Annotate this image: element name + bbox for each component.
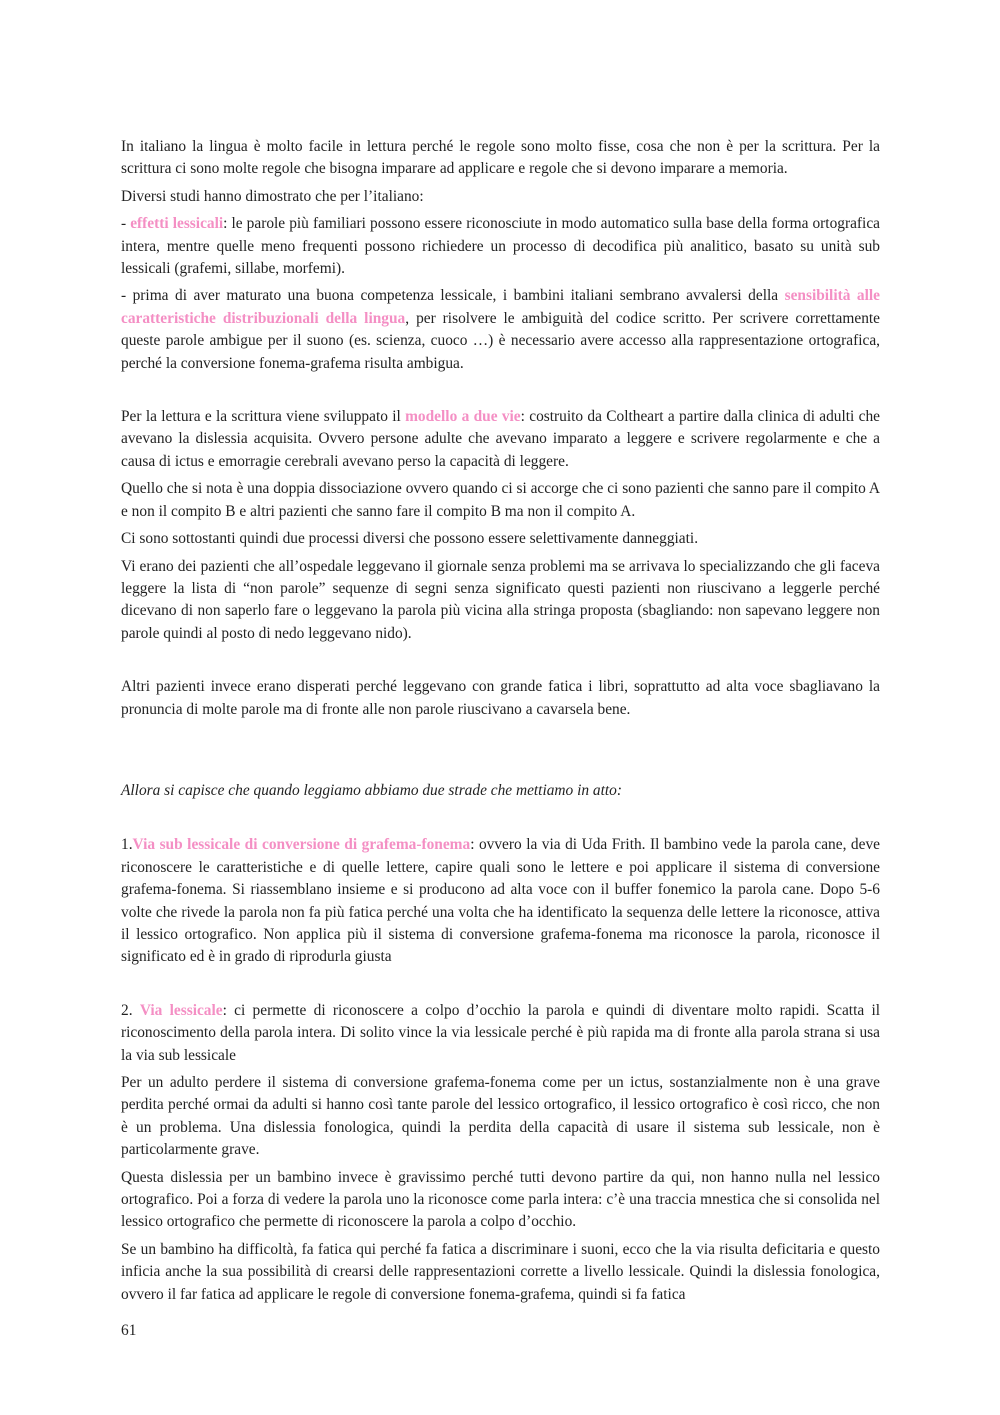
paragraph-bambino: Questa dislessia per un bambino invece è gravissimo perché tutti devono partire da qui, non hanno nulla nel lessico ortografico. Poi a forza di vedere la parola uno la riconosce come parla intera: c’è una traccia mnestica che si consolida nel lessico ortografico che permette di riconoscere la parola a colpo d’occhio. (121, 1168, 880, 1231)
paragraph-via-lessicale: 2. Via lessicale: ci permette di riconoscere a colpo d’occhio la parola e quindi di diventare molto rapidi. Scatta il riconoscimento della parola intera. Di solito vince la via lessicale perché è più rapida ma di fronte alla parola strana si usa la via sub lessicale (121, 1001, 881, 1064)
paragraph-effetti-lessicali: - effetti lessicali: le parole più familiari possono essere riconosciute in modo automatico sulla base della forma ortografica intera, mentre quelle meno frequenti possono richiedere un processo di decodifica più analitico, basato su unità sub lessicali (grafemi, sillabe, morfemi). (121, 215, 880, 278)
paragraph-altri-pazienti: Altri pazienti invece erano disperati perché leggevano con grande fatica i libri, soprattutto ad alta voce sbagliavano la pronuncia di molte parole ma di fronte alle non parole riuscivano a cavarsela bene. (121, 678, 880, 718)
highlight-sensibilita: sensibilità alle caratteristiche distribuzionali della lingua (121, 287, 880, 327)
paragraph-due-strade: Allora si capisce che quando leggiamo abbiamo due strade che mettiamo in atto: (121, 781, 622, 799)
paragraph-doppia-dissociazione: Quello che si nota è una doppia dissociazione ovvero quando ci si accorge che ci sono pazienti che sanno pare il compito A e non il compito B e altri pazienti che sanno fare il compito B ma non il compito A. (121, 480, 880, 520)
paragraph-processi: Ci sono sottostanti quindi due processi diversi che possono essere selettivamente danneggiati. (121, 530, 699, 548)
highlight-via-sub-lessicale: Via sub lessicale di conversione di grafema-fonema (132, 836, 471, 854)
paragraph-studies: Diversi studi hanno dimostrato che per l’italiano: (121, 187, 424, 205)
page-body (121, 136, 880, 1306)
paragraph-pazienti-ospedale: Vi erano dei pazienti che all’ospedale leggevano il giornale senza problemi ma se arrivava lo specializzando che gli faceva leggere la lista di “non parole” sequenze di segni senza significato questi pazienti non riuscivano a leggerle perché dicevano di non saperlo fare o leggevano la parola più vicina alla stringa proposta (sbagliando: non sapevano leggere non parole quindi al posto di nedo leggevano nido). (121, 557, 880, 642)
paragraph-sensibilita: - prima di aver maturato una buona competenza lessicale, i bambini italiani sembrano avvalersi della sensibilità alle caratteristiche distribuzionali della lingua, per risolvere le ambiguità del codice scritto. Per scrivere correttamente queste parole ambigue per il suono (es. scienza, cuoco …) è necessario avere accesso alla rappresentazione ortografica, perché la conversione fonema-grafema risulta ambigua. (121, 287, 880, 372)
page-number: 61 (121, 1322, 137, 1339)
paragraph-difficolta: Se un bambino ha difficoltà, fa fatica qui perché fa fatica a discriminare i suoni, ecco che la via risulta deficitaria e questo inficia anche la sua possibilità di crearsi delle rappresentazioni corrette a livello lessicale. Quindi la dislessia fonologica, ovvero il far fatica ad applicare le regole di conversione fonema-grafema, quindi si fa fatica (121, 1240, 880, 1303)
paragraph-modello-due-vie: Per la lettura e la scrittura viene sviluppato il modello a due vie: costruito da Coltheart a partire dalla clinica di adulti che avevano la dislessia acquisita. Ovvero persone adulte che avevano imparato a leggere e scrivere regolarmente e che a causa di ictus e emorragie cerebrali avevano perso la capacità di leggere. (121, 408, 880, 470)
paragraph-intro: In italiano la lingua è molto facile in lettura perché le regole sono molto fisse, cosa che non è per la scrittura. Per la scrittura ci sono molte regole che bisogna imparare ad applicare e regole che si devono imparare a memoria. (121, 138, 880, 178)
highlight-modello-due-vie: modello a due vie (405, 408, 521, 426)
highlight-via-lessicale: Via lessicale (139, 1001, 223, 1019)
paragraph-adulto: Per un adulto perdere il sistema di conversione grafema-fonema come per un ictus, sostanzialmente non è una grave perdita perché ormai da adulti si hanno così tante parole del lessico ortografico, il lessico ortografico è così ricco, che non è un problema. Una dislessia fonologica, quindi la perdita della capacità di usare il sistema sub lessicale, non è particolarmente grave. (121, 1074, 880, 1159)
highlight-effetti-lessicali: effetti lessicali (130, 215, 224, 233)
paragraph-via-sub-lessicale: 1.Via sub lessicale di conversione di grafema-fonema: ovvero la via di Uda Frith. Il bambino vede la parola cane, deve riconoscere le caratteristiche e di quelle lettere, capire quali sono le lettere e poi applicare il sistema di conversione grafema-fonema. Si riassemblano insieme e si producono ad alta voce con il buffer fonemico la parola cane. Dopo 5-6 volte che rivede la parola non fa più fatica perché una volta che ha identificato la sequenza delle lettere la riconosce, attiva il lessico ortografico. Non applica più il sistema di conversione grafema-fonema ma riconosce la parola, riconosce il significato ed è in grado di riprodurla giusta (121, 836, 880, 966)
